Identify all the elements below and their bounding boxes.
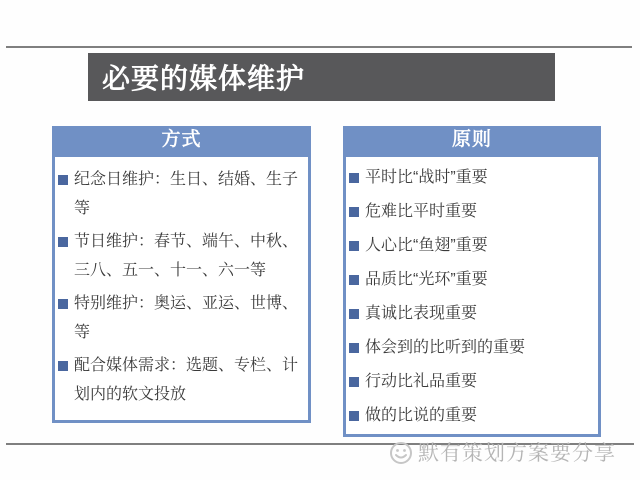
principles-body (343, 154, 601, 437)
list-item-text: 配合媒体需求：选题、专栏、计划内的软文投放 (74, 357, 299, 403)
bullet-square-icon (349, 275, 359, 285)
list-item-text: 危难比平时重要 (365, 203, 478, 220)
slide-title-bar (88, 53, 555, 101)
smiley-face-icon (388, 439, 414, 465)
list-item-text: 做的比说的重要 (365, 407, 478, 424)
bullet-square-icon (349, 207, 359, 217)
list-item (58, 289, 304, 347)
bullet-square-icon (349, 377, 359, 387)
principles-list (349, 161, 594, 433)
bullet-square-icon (349, 343, 359, 353)
slide-title: 必要的媒体维护 (102, 63, 306, 94)
list-item-text: 节日维护：春节、端午、中秋、三八、五一、十一、六一等 (74, 233, 299, 279)
list-item-text: 体会到的比听到的重要 (365, 339, 526, 356)
list-item-text: 特别维护：奥运、亚运、世博、等 (74, 295, 299, 341)
list-item (349, 297, 594, 331)
watermark-text: 默有策划方案要分享 (418, 442, 616, 465)
bullet-square-icon (349, 309, 359, 319)
list-item (349, 229, 594, 263)
list-item (349, 195, 594, 229)
methods-list (58, 165, 304, 409)
bullet-square-icon (58, 299, 68, 309)
methods-header: 方式 (52, 126, 311, 154)
list-item (58, 227, 304, 285)
list-item-text: 平时比“战时”重要 (365, 169, 488, 186)
methods-column (52, 126, 311, 423)
bullet-square-icon (349, 411, 359, 421)
list-item-text: 真诚比表现重要 (365, 305, 478, 322)
list-item-text: 人心比“鱼翅”重要 (365, 237, 488, 254)
principles-column (343, 126, 601, 437)
top-divider (6, 46, 632, 48)
bullet-square-icon (58, 361, 68, 371)
bullet-square-icon (349, 173, 359, 183)
list-item (349, 161, 594, 195)
list-item (349, 365, 594, 399)
list-item (349, 331, 594, 365)
bullet-square-icon (349, 241, 359, 251)
list-item (58, 165, 304, 223)
methods-body (52, 154, 311, 423)
list-item-text: 行动比礼品重要 (365, 373, 478, 390)
list-item-text: 品质比“光环”重要 (365, 271, 488, 288)
principles-header: 原则 (343, 126, 601, 154)
list-item (349, 399, 594, 433)
bullet-square-icon (58, 237, 68, 247)
bullet-square-icon (58, 175, 68, 185)
list-item (58, 351, 304, 409)
list-item-text: 纪念日维护：生日、结婚、生子等 (74, 171, 299, 217)
watermark (388, 437, 616, 467)
list-item (349, 263, 594, 297)
